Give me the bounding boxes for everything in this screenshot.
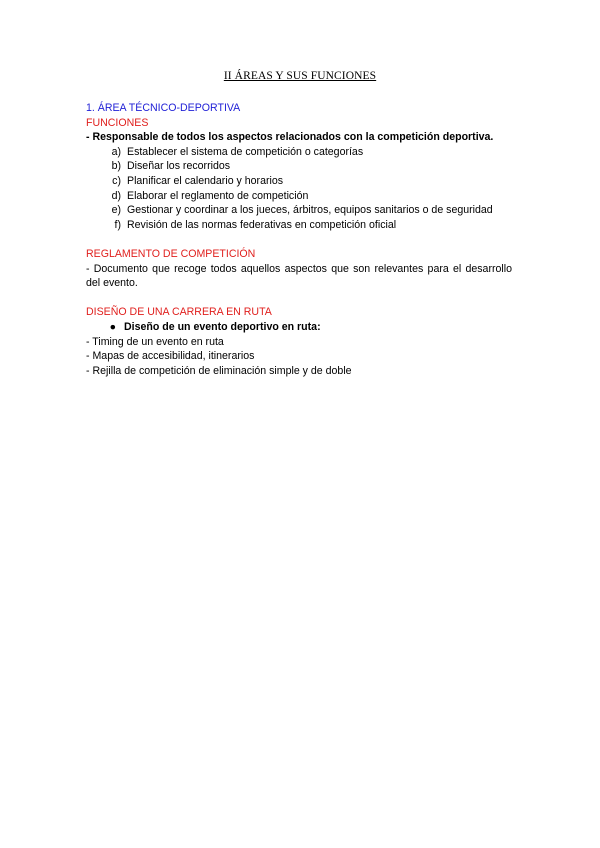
list-line: - Timing de un evento en ruta (86, 335, 224, 348)
page-title: II ÁREAS Y SUS FUNCIONES (223, 70, 377, 82)
functions-list (86, 145, 512, 233)
document-body (86, 101, 512, 378)
list-item (86, 189, 512, 204)
list-item (86, 159, 512, 174)
list-item-text: Planificar el calendario y horarios (127, 174, 284, 187)
list-item-text: Revisión de las normas federativas en competición oficial (127, 218, 397, 231)
list-item (86, 174, 512, 189)
bullet-text: Diseño de un evento deportivo en ruta: (124, 320, 321, 333)
list-marker: a) (111, 145, 121, 158)
list-marker: d) (111, 189, 121, 202)
list-item (86, 203, 512, 218)
list-line: - Mapas de accesibilidad, itinerarios (86, 350, 255, 363)
bullet-icon: ● (109, 320, 116, 333)
list-marker: e) (111, 204, 121, 217)
bullet-item (86, 320, 512, 335)
section-heading-reglamento: REGLAMENTO DE COMPETICIÓN (86, 247, 256, 260)
list-line: - Rejilla de competición de eliminación simple y de doble (86, 364, 352, 377)
list-item-text: Establecer el sistema de competición o categorías (127, 145, 364, 158)
list-item (86, 218, 512, 233)
spacer (86, 232, 512, 247)
subheading-funciones: FUNCIONES (86, 116, 149, 129)
reglamento-paragraph: - Documento que recoge todos aquellos aspectos que son relevantes para el desarrollo del evento. (86, 262, 512, 290)
list-item (86, 145, 512, 160)
list-marker: c) (112, 174, 121, 187)
list-marker: b) (111, 160, 121, 173)
list-item-text: Gestionar y coordinar a los jueces, árbitros, equipos sanitarios o de seguridad (127, 204, 493, 217)
list-item-text: Elaborar el reglamento de competición (127, 189, 309, 202)
section-heading-area-tecnico: 1. ÁREA TÉCNICO-DEPORTIVA (86, 102, 241, 114)
list-item-text: Diseñar los recorridos (127, 160, 231, 173)
list-marker: f) (114, 218, 121, 231)
spacer (86, 291, 512, 306)
section-heading-diseno: DISEÑO DE UNA CARRERA EN RUTA (86, 306, 272, 319)
lead-paragraph: - Responsable de todos los aspectos relacionados con la competición deportiva. (86, 131, 494, 144)
